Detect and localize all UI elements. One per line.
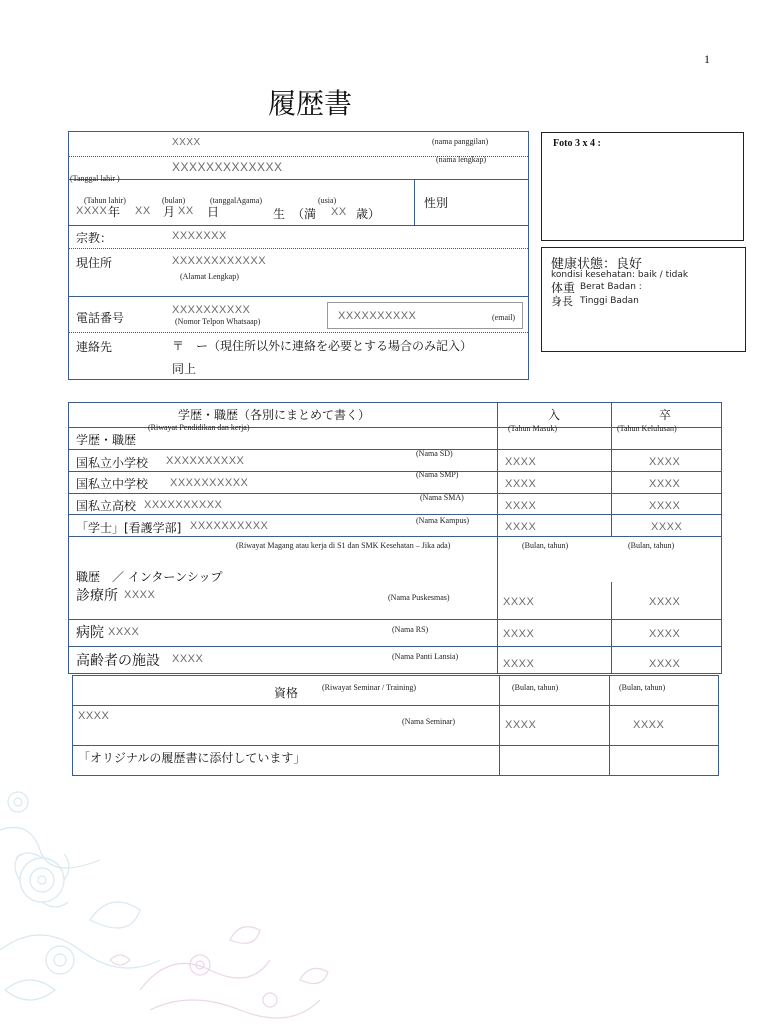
address-value: XXXXXXXXXXXX	[172, 255, 267, 267]
birth-day-value: XX	[178, 205, 194, 217]
qual-col-in-note: (Bulan, tahun)	[512, 683, 559, 692]
edu-row-value: XXXXXXXXXX	[144, 499, 223, 511]
born-label: 生	[273, 207, 286, 221]
work-col-out-note: (Bulan, tahun)	[628, 541, 675, 550]
age-open: （満	[292, 207, 317, 221]
photo-label: Foto 3 x 4 :	[553, 138, 601, 149]
age-close: 歳）	[356, 207, 381, 221]
edu-row-value: XXXXXXXXXX	[190, 520, 269, 532]
edu-row-out: XXXX	[649, 456, 681, 468]
work-label: 職歴 ／ インターンシップ	[76, 570, 223, 584]
edu-row-label: 「学士」[看護学部]	[76, 521, 182, 535]
fullname-value: XXXXXXXXXXXXX	[172, 160, 283, 174]
edu-row-note: (Nama SMP)	[416, 470, 459, 479]
address-note: (Alamat Lengkap)	[180, 272, 239, 281]
health-title: 健康状態：良好	[551, 257, 643, 272]
health-condition: kondisi kesehatan: baik / tidak	[551, 270, 689, 280]
phone-label: 電話番号	[76, 311, 125, 325]
edu-row-note: (Nama Kampus)	[416, 516, 470, 525]
qualification-out: XXXX	[633, 719, 665, 731]
religion-label: 宗教：	[76, 231, 113, 245]
work-row-out: XXXX	[649, 596, 681, 608]
birth-year-value: XXXX	[76, 205, 108, 217]
work-row-note: (Nama RS)	[392, 625, 429, 634]
work-row-note: (Nama Panti Lansia)	[392, 652, 459, 661]
religion-value: XXXXXXX	[172, 230, 227, 242]
work-note: (Riwayat Magang atau kerja di S1 dan SMK Kesehatan – Jika ada)	[236, 541, 451, 550]
contact-label: 連絡先	[76, 340, 113, 354]
year-unit: 年	[108, 205, 121, 219]
phone-note: (Nomor Telpon Whatsaap)	[175, 317, 261, 326]
weight-jp: 体重	[551, 281, 576, 295]
age-note: (usia)	[318, 196, 337, 205]
qualification-value-note: (Nama Seminar)	[402, 717, 456, 726]
edu-row-label: 国私立中学校	[76, 477, 149, 491]
attached-note: 「オリジナルの履歴書に添付しています」	[78, 751, 306, 765]
height-id: Tinggi Badan	[580, 296, 639, 306]
work-col-in-note: (Bulan, tahun)	[522, 541, 569, 550]
qualification-label: 資格	[274, 686, 299, 700]
qualification-in: XXXX	[505, 719, 537, 731]
floral-decoration	[0, 760, 340, 1024]
page-title: 履歴書	[268, 87, 353, 120]
work-row-value: XXXX	[124, 589, 156, 601]
birth-month-value: XX	[135, 205, 151, 217]
work-row-note: (Nama Puskesmas)	[388, 593, 450, 602]
edu-row-out: XXXX	[649, 500, 681, 512]
edu-row-note: (Nama SD)	[416, 449, 453, 458]
month-unit: 月	[163, 205, 176, 219]
work-row-label: 病院	[76, 625, 104, 641]
qualification-value: XXXX	[78, 710, 110, 722]
work-row-in: XXXX	[503, 628, 535, 640]
work-row-out: XXXX	[649, 628, 681, 640]
col-in-header: 入	[548, 408, 561, 422]
education-sub-label: 学歴・職歴	[76, 433, 137, 447]
nickname-value: XXXX	[172, 137, 201, 148]
edu-row-note: (Nama SMA)	[420, 493, 464, 502]
work-row-label: 高齢者の施設	[76, 653, 160, 669]
edu-row-out: XXXX	[651, 521, 683, 533]
birthdate-note: (Tanggal lahir )	[70, 174, 120, 183]
work-row-value: XXXX	[108, 626, 140, 638]
edu-row-value: XXXXXXXXXX	[170, 477, 249, 489]
qual-col-out-note: (Bulan, tahun)	[619, 683, 666, 692]
work-row-label: 診療所	[76, 588, 118, 604]
nickname-note: (nama panggilan)	[432, 137, 489, 146]
page-number: 1	[704, 52, 710, 66]
height-jp: 身長	[551, 295, 573, 308]
birth-year-note: (Tahun lahir)	[84, 196, 126, 205]
edu-row-in: XXXX	[505, 500, 537, 512]
phone-value: XXXXXXXXXX	[172, 304, 251, 316]
edu-row-in: XXXX	[505, 521, 537, 533]
weight-id: Berat Badan :	[580, 282, 642, 292]
work-row-out: XXXX	[649, 658, 681, 670]
fullname-note: (nama lengkap)	[436, 155, 486, 164]
email-value: XXXXXXXXXX	[338, 310, 417, 322]
edu-row-label: 国私立高校	[76, 499, 137, 513]
work-row-in: XXXX	[503, 658, 535, 670]
col-out-header: 卒	[659, 408, 672, 422]
email-note: (email)	[492, 313, 516, 322]
edu-row-in: XXXX	[505, 478, 537, 490]
contact-text: 〒 ー（現住所以外に連絡を必要とする場合のみ記入）	[172, 339, 473, 353]
edu-row-value: XXXXXXXXXX	[166, 455, 245, 467]
gender-label: 性別	[424, 196, 449, 210]
birth-month-note: (bulan)	[162, 196, 186, 205]
edu-row-in: XXXX	[505, 456, 537, 468]
day-unit: 日	[207, 205, 220, 219]
age-value: XX	[331, 206, 347, 218]
qualification-note: (Riwayat Seminar / Training)	[322, 683, 416, 692]
birth-day-note: (tanggalAgama)	[210, 196, 262, 205]
work-row-value: XXXX	[172, 653, 204, 665]
education-header: 学歴・職歴（各別にまとめて書く）	[178, 408, 371, 422]
col-in-note: (Tahun Masuk)	[508, 424, 557, 433]
contact-same: 同上	[172, 362, 197, 376]
col-out-note: (Tahun Kelulusan)	[617, 424, 677, 433]
address-label: 現住所	[76, 256, 113, 270]
education-header-note: (Riwayat Pendidikan dan kerja)	[148, 423, 250, 432]
edu-row-out: XXXX	[649, 478, 681, 490]
edu-row-label: 国私立小学校	[76, 456, 149, 470]
work-row-in: XXXX	[503, 596, 535, 608]
